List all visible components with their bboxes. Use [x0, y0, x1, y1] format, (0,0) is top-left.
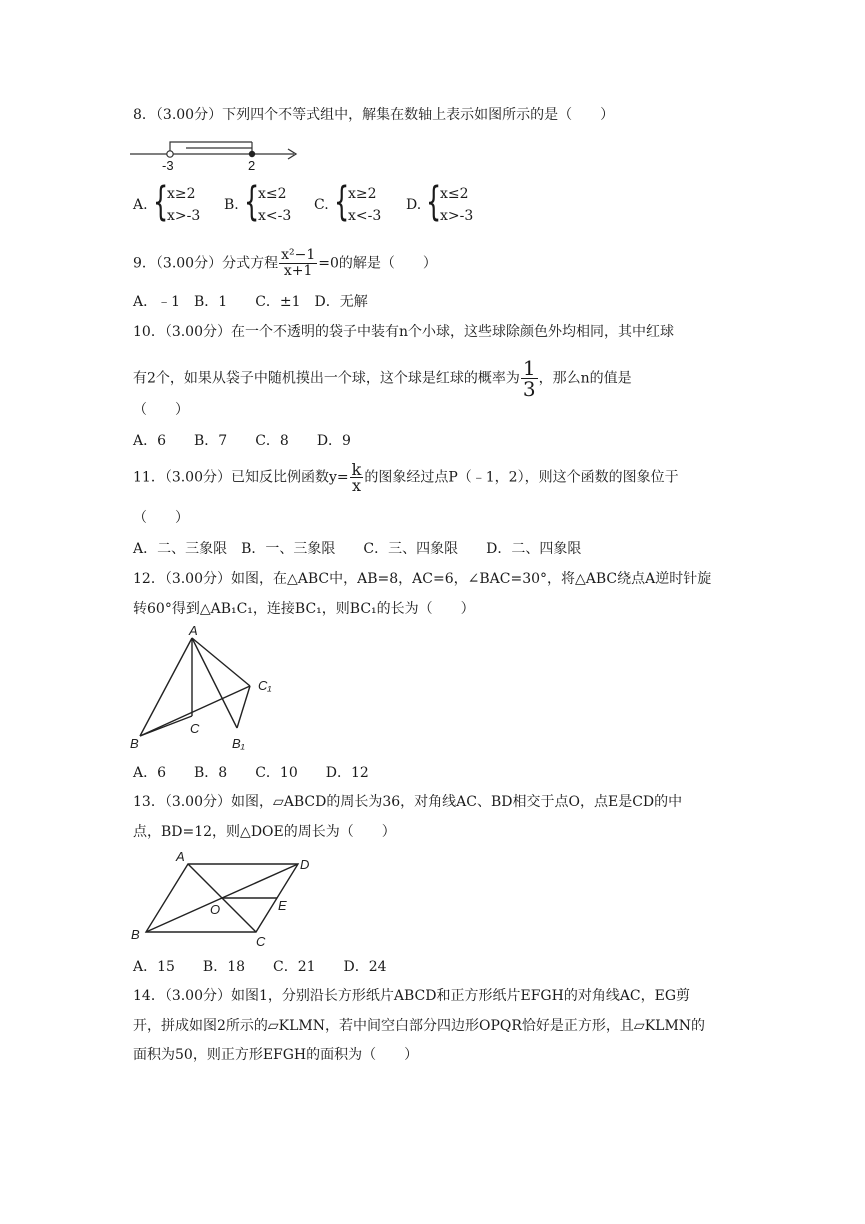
axis-label-neg3: -3	[162, 158, 174, 173]
q11-pre: 11．（3.00分）已知反比例函数y=	[133, 469, 349, 486]
q12-line1: 12．（3.00分）如图，在△ABC中，AB=8，AC=6，∠BAC=30°，将△ABC绕点A逆时针旋	[133, 571, 712, 587]
q13-line2: 点，BD=12，则△DOE的周长为（ ）	[133, 824, 396, 840]
q8-option-a-label: A.	[133, 197, 148, 213]
q10-line3: （ ）	[133, 402, 189, 418]
q9-stem	[133, 248, 437, 279]
q11-frac-den: x	[351, 476, 361, 495]
q8-d-row1: x≤2	[440, 186, 469, 202]
q9-fraction	[279, 248, 317, 279]
q13-label-o: O	[210, 902, 221, 917]
q10-line2	[133, 358, 632, 399]
q8-b-row2: x<-3	[258, 208, 292, 224]
q11-post: 的图象经过点P（﹣1，2），则这个函数的图象位于	[364, 469, 679, 486]
q13-figure	[128, 848, 328, 953]
q13-label-d: D	[300, 857, 310, 872]
q8-option-b-label: B.	[224, 197, 239, 213]
q14-line3: 面积为50，则正方形EFGH的面积为（ ）	[133, 1047, 419, 1063]
q12-label-c1: C₁	[258, 678, 272, 693]
q8-a-row1: x≥2	[167, 186, 196, 202]
q11-line2: （ ）	[133, 510, 189, 526]
q8-stem: 8．（3.00分）下列四个不等式组中，解集在数轴上表示如图所示的是（ ）	[133, 107, 615, 123]
q10-frac-num: 1	[522, 356, 536, 380]
q12-line2: 转60°得到△AB₁C₁，连接BC₁，则BC₁的长为（ ）	[133, 601, 475, 617]
q14-line2: 开，拼成如图2所示的▱KLMN，若中间空白部分四边形OPQR恰好是正方形，且▱KLMN的	[133, 1018, 706, 1034]
q9-prefix: 9．（3.00分）分式方程	[133, 255, 279, 272]
q11-fraction	[350, 462, 364, 493]
q12-label-c: C	[190, 721, 200, 736]
q10-line2-pre: 有2个，如果从袋子中随机摸出一个球，这个球是红球的概率为	[133, 370, 520, 387]
q11-frac-num: k	[351, 460, 362, 479]
q8-option-d-label: D.	[406, 197, 422, 213]
q11-options: A．二、三象限 B．一、三象限 C．三、四象限 D．二、四象限	[133, 541, 582, 557]
q10-line2-post: ，那么n的值是	[538, 370, 632, 387]
q8-d-row2: x>-3	[440, 208, 474, 224]
q11-line1	[133, 462, 679, 493]
q9-denominator: x+1	[283, 263, 313, 279]
q13-line1: 13．（3.00分）如图，▱ABCD的周长为36，对角线AC、BD相交于点O，点E是CD的中	[133, 794, 683, 810]
q8-number-line	[128, 135, 303, 175]
q10-fraction	[521, 358, 538, 399]
q13-label-a: A	[176, 849, 185, 864]
q14-line1: 14．（3.00分）如图1，分别沿长方形纸片ABCD和正方形纸片EFGH的对角线AC，EG剪	[133, 988, 691, 1004]
q12-label-b1: B₁	[232, 736, 245, 751]
q12-label-a: A	[189, 623, 198, 638]
q10-frac-den: 3	[522, 377, 536, 401]
q8-a-row2: x>-3	[167, 208, 201, 224]
q13-label-b: B	[131, 927, 140, 942]
q9-numerator: x²−1	[281, 247, 316, 263]
q12-figure	[128, 622, 288, 757]
q10-line1: 10．（3.00分）在一个不透明的袋子中装有n个小球，这些球除颜色外均相同，其中红球	[133, 324, 675, 340]
axis-label-2: 2	[248, 158, 256, 173]
q8-c-row2: x<-3	[348, 208, 382, 224]
q13-options: A．15 B．18 C．21 D．24	[133, 959, 387, 975]
q8-option-c-label: C.	[314, 197, 329, 213]
q9-suffix: =0的解是（ ）	[318, 255, 437, 272]
q13-label-e: E	[278, 898, 287, 913]
q12-label-b: B	[130, 736, 139, 751]
q10-options: A．6 B．7 C．8 D．9	[133, 433, 351, 449]
q9-options: A．﹣1 B．1 C．±1 D．无解	[133, 294, 368, 310]
q8-b-row1: x≤2	[258, 186, 287, 202]
q12-options: A．6 B．8 C．10 D．12	[133, 765, 369, 781]
q8-c-row1: x≥2	[348, 186, 377, 202]
q13-label-c: C	[256, 934, 266, 949]
